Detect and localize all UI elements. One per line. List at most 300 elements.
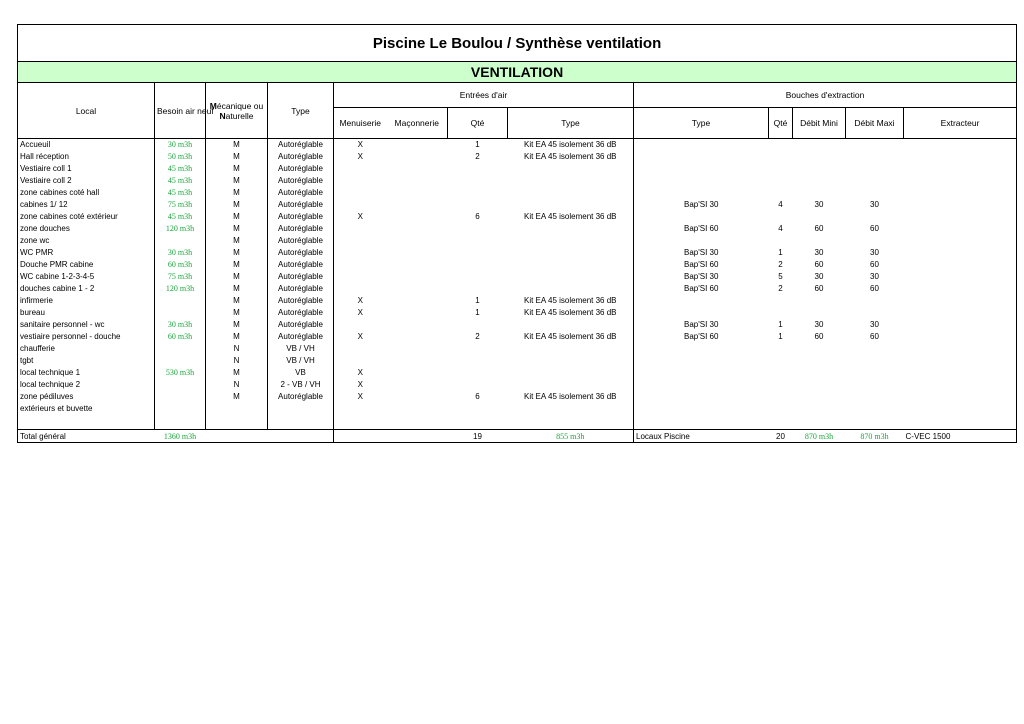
cell-qte-bouche: [769, 391, 793, 403]
cell-type-bouche: [634, 379, 769, 391]
cell-type-entree: [508, 187, 634, 199]
cell-local: Vestiaire coll 1: [18, 163, 155, 175]
cell-menuiserie: [334, 235, 387, 247]
cell-qte-bouche: [769, 175, 793, 187]
cell-debit-mini: 30: [814, 272, 824, 281]
cell-type: Autoréglable: [268, 331, 334, 343]
cell-menuiserie: X: [357, 308, 363, 317]
cell-maconnerie: [387, 259, 448, 271]
cell-besoin: 45 m3h: [155, 175, 206, 187]
table-body: [18, 139, 1017, 416]
total-extracteur: C-VEC 1500: [904, 430, 1017, 443]
cell-type-bouche: [634, 139, 769, 152]
cell-type-entree: [508, 355, 634, 367]
cell-mecanique: [206, 403, 268, 415]
cell-menuiserie: [334, 163, 387, 175]
cell-qte-bouche: [769, 343, 793, 355]
cell-mecanique: M: [206, 295, 268, 307]
cell-extracteur: [904, 391, 1017, 403]
cell-besoin: [155, 295, 206, 307]
table-row: [18, 187, 1017, 199]
cell-debit-maxi: [846, 379, 904, 391]
total-besoin: 1360 m3h: [155, 430, 206, 443]
cell-menuiserie: [334, 175, 387, 187]
cell-type: VB / VH: [268, 343, 334, 355]
cell-type-bouche: [634, 367, 769, 379]
cell-menuiserie: X: [357, 368, 363, 377]
header-debit-mini: Débit Mini: [793, 108, 846, 139]
cell-debit-maxi: [846, 367, 904, 379]
cell-type-entree: [508, 247, 634, 259]
cell-local: WC cabine 1-2-3-4-5: [18, 271, 155, 283]
cell-menuiserie: [334, 271, 387, 283]
cell-mecanique: M: [206, 199, 268, 211]
cell-besoin: [155, 235, 206, 247]
cell-maconnerie: [387, 307, 448, 319]
cell-debit-maxi: 30: [870, 320, 879, 329]
cell-mecanique: M: [206, 211, 268, 223]
cell-mecanique: M: [206, 175, 268, 187]
cell-type: VB: [268, 367, 334, 379]
header-type-bouche: Type: [634, 108, 769, 139]
cell-debit-maxi: 30: [870, 200, 879, 209]
cell-debit-maxi: [846, 307, 904, 319]
cell-qte: 2: [475, 152, 480, 161]
cell-menuiserie: [334, 223, 387, 235]
total-qte-bouche: 20: [769, 430, 793, 443]
cell-qte: [448, 355, 508, 367]
cell-type-entree: [508, 367, 634, 379]
total-debit-entree: 855 m3h: [508, 430, 634, 443]
cell-besoin: 50 m3h: [155, 151, 206, 163]
cell-debit-maxi: [846, 343, 904, 355]
cell-local: zone cabines coté hall: [18, 187, 155, 199]
cell-debit-maxi: [846, 403, 904, 415]
header-maconnerie: Maçonnerie: [387, 108, 448, 139]
cell-debit-mini: [793, 139, 846, 152]
cell-qte: [448, 163, 508, 175]
cell-debit-mini: [793, 403, 846, 415]
cell-type-entree: [508, 175, 634, 187]
cell-type-entree: Kit EA 45 isolement 36 dB: [508, 139, 634, 152]
total-type-bouche: Locaux Piscine: [634, 430, 769, 443]
cell-type-bouche: Bap'SI 30: [684, 200, 719, 209]
cell-debit-mini: [793, 379, 846, 391]
cell-type-entree: Kit EA 45 isolement 36 dB: [508, 307, 634, 319]
table-row: [18, 223, 1017, 235]
cell-debit-mini: [793, 367, 846, 379]
cell-type-entree: [508, 283, 634, 295]
cell-mecanique: M: [206, 187, 268, 199]
cell-mecanique: M: [206, 223, 268, 235]
table-row: [18, 139, 1017, 152]
cell-besoin: 120 m3h: [155, 223, 206, 235]
cell-type-bouche: [634, 295, 769, 307]
cell-besoin: 60 m3h: [155, 259, 206, 271]
cell-local: sanitaire personnel - wc: [18, 319, 155, 331]
cell-debit-maxi: 60: [870, 284, 879, 293]
header-menuiserie: Menuiserie: [334, 108, 387, 139]
header-mecanique: Mécanique ou Naturelle: [206, 83, 268, 139]
cell-besoin: 75 m3h: [155, 199, 206, 211]
cell-qte: [448, 319, 508, 331]
cell-type: Autoréglable: [268, 391, 334, 403]
cell-debit-maxi: [846, 295, 904, 307]
cell-debit-maxi: 60: [870, 224, 879, 233]
cell-mecanique: M: [206, 259, 268, 271]
table-row: [18, 247, 1017, 259]
cell-type: [268, 403, 334, 415]
page-title: Piscine Le Boulou / Synthèse ventilation: [18, 25, 1017, 62]
cell-qte-bouche: [769, 379, 793, 391]
header-qte-bouche: Qté: [769, 108, 793, 139]
cell-type: Autoréglable: [268, 163, 334, 175]
cell-mecanique: N: [206, 379, 268, 391]
cell-type: Autoréglable: [268, 139, 334, 152]
cell-extracteur: [904, 271, 1017, 283]
cell-type-bouche: Bap'SI 60: [684, 260, 719, 269]
cell-menuiserie: [334, 259, 387, 271]
table-row: [18, 319, 1017, 331]
cell-qte: 1: [475, 140, 480, 149]
cell-type-bouche: [634, 175, 769, 187]
cell-besoin: 120 m3h: [155, 283, 206, 295]
table-row: [18, 151, 1017, 163]
ventilation-table: [17, 24, 1017, 443]
cell-qte-bouche: 2: [778, 284, 783, 293]
cell-maconnerie: [387, 283, 448, 295]
cell-debit-mini: [793, 391, 846, 403]
cell-qte: [448, 235, 508, 247]
cell-debit-mini: [793, 295, 846, 307]
cell-menuiserie: [334, 355, 387, 367]
cell-type-entree: Kit EA 45 isolement 36 dB: [508, 331, 634, 343]
cell-besoin: [155, 355, 206, 367]
cell-maconnerie: [387, 379, 448, 391]
cell-maconnerie: [387, 247, 448, 259]
cell-type: Autoréglable: [268, 283, 334, 295]
cell-extracteur: [904, 211, 1017, 223]
cell-type: Autoréglable: [268, 175, 334, 187]
cell-maconnerie: [387, 139, 448, 152]
cell-menuiserie: X: [357, 332, 363, 341]
cell-type-bouche: [634, 307, 769, 319]
cell-besoin: [155, 307, 206, 319]
cell-debit-maxi: [846, 187, 904, 199]
cell-local: zone wc: [18, 235, 155, 247]
cell-maconnerie: [387, 403, 448, 415]
cell-besoin: [155, 403, 206, 415]
cell-type-entree: [508, 379, 634, 391]
cell-qte-bouche: [769, 355, 793, 367]
cell-debit-mini: [793, 187, 846, 199]
cell-mecanique: M: [206, 163, 268, 175]
cell-debit-mini: [793, 355, 846, 367]
cell-maconnerie: [387, 391, 448, 403]
cell-mecanique: M: [206, 139, 268, 152]
cell-type: VB / VH: [268, 355, 334, 367]
cell-type-bouche: [634, 403, 769, 415]
cell-qte-bouche: 4: [778, 200, 783, 209]
header-type: Type: [268, 83, 334, 139]
cell-besoin: [155, 391, 206, 403]
cell-extracteur: [904, 367, 1017, 379]
cell-qte-bouche: [769, 367, 793, 379]
cell-qte: [448, 187, 508, 199]
header-besoin: Besoin air neuf: [155, 83, 206, 139]
cell-qte: [448, 403, 508, 415]
cell-qte-bouche: [769, 163, 793, 175]
cell-debit-maxi: [846, 211, 904, 223]
table-row: [18, 175, 1017, 187]
cell-type: 2 - VB / VH: [268, 379, 334, 391]
cell-local: zone douches: [18, 223, 155, 235]
cell-qte-bouche: [769, 295, 793, 307]
table-row: [18, 271, 1017, 283]
cell-qte-bouche: [769, 235, 793, 247]
cell-type-bouche: Bap'SI 60: [684, 224, 719, 233]
cell-type-bouche: Bap'SI 30: [684, 272, 719, 281]
cell-type-entree: Kit EA 45 isolement 36 dB: [508, 211, 634, 223]
cell-qte-bouche: 1: [778, 332, 783, 341]
cell-local: Accueuil: [18, 139, 155, 152]
cell-debit-mini: [793, 307, 846, 319]
cell-qte-bouche: [769, 211, 793, 223]
cell-local: bureau: [18, 307, 155, 319]
cell-qte-bouche: [769, 151, 793, 163]
cell-qte-bouche: 1: [778, 320, 783, 329]
cell-qte: [448, 379, 508, 391]
cell-qte: 6: [475, 392, 480, 401]
cell-type-bouche: [634, 163, 769, 175]
cell-maconnerie: [387, 331, 448, 343]
cell-qte-bouche: [769, 187, 793, 199]
cell-maconnerie: [387, 211, 448, 223]
total-qte: 19: [448, 430, 508, 443]
cell-type: Autoréglable: [268, 295, 334, 307]
cell-local: Hall réception: [18, 151, 155, 163]
cell-type-entree: [508, 199, 634, 211]
cell-local: infirmerie: [18, 295, 155, 307]
cell-debit-maxi: [846, 151, 904, 163]
cell-qte: [448, 223, 508, 235]
cell-maconnerie: [387, 151, 448, 163]
table-row: [18, 235, 1017, 247]
cell-type-bouche: Bap'SI 60: [684, 284, 719, 293]
cell-type: Autoréglable: [268, 319, 334, 331]
section-header: VENTILATION: [18, 62, 1017, 83]
cell-besoin: 30 m3h: [155, 319, 206, 331]
cell-debit-mini: 30: [814, 320, 824, 329]
header-extracteur: Extracteur: [904, 108, 1017, 139]
table-row: [18, 199, 1017, 211]
cell-extracteur: [904, 247, 1017, 259]
cell-debit-maxi: [846, 235, 904, 247]
cell-type-bouche: [634, 343, 769, 355]
cell-type-bouche: [634, 151, 769, 163]
cell-maconnerie: [387, 175, 448, 187]
cell-besoin: 45 m3h: [155, 163, 206, 175]
cell-debit-maxi: [846, 163, 904, 175]
cell-local: cabines 1/ 12: [18, 199, 155, 211]
cell-mecanique: M: [206, 367, 268, 379]
cell-local: vestiaire personnel - douche: [18, 331, 155, 343]
cell-type: Autoréglable: [268, 271, 334, 283]
cell-type: Autoréglable: [268, 211, 334, 223]
cell-local: chaufferie: [18, 343, 155, 355]
header-qte: Qté: [448, 108, 508, 139]
cell-maconnerie: [387, 295, 448, 307]
cell-extracteur: [904, 355, 1017, 367]
cell-type-entree: Kit EA 45 isolement 36 dB: [508, 295, 634, 307]
cell-type-entree: [508, 223, 634, 235]
table-row: [18, 163, 1017, 175]
cell-type-bouche: [634, 391, 769, 403]
cell-extracteur: [904, 343, 1017, 355]
cell-qte: [448, 199, 508, 211]
cell-maconnerie: [387, 343, 448, 355]
cell-besoin: 45 m3h: [155, 211, 206, 223]
cell-qte: [448, 343, 508, 355]
cell-mecanique: M: [206, 151, 268, 163]
cell-qte-bouche: 1: [778, 248, 783, 257]
cell-debit-maxi: [846, 175, 904, 187]
cell-debit-mini: [793, 343, 846, 355]
cell-maconnerie: [387, 367, 448, 379]
cell-debit-mini: [793, 211, 846, 223]
cell-type-entree: [508, 343, 634, 355]
cell-debit-mini: 60: [814, 284, 824, 293]
cell-maconnerie: [387, 271, 448, 283]
cell-besoin: 60 m3h: [155, 331, 206, 343]
cell-qte-bouche: [769, 307, 793, 319]
cell-type-entree: Kit EA 45 isolement 36 dB: [508, 391, 634, 403]
cell-local: zone cabines coté extérieur: [18, 211, 155, 223]
cell-extracteur: [904, 307, 1017, 319]
cell-debit-mini: [793, 235, 846, 247]
table-row: [18, 307, 1017, 319]
cell-mecanique: M: [206, 331, 268, 343]
cell-type: Autoréglable: [268, 151, 334, 163]
cell-qte: [448, 367, 508, 379]
cell-extracteur: [904, 151, 1017, 163]
cell-local: local technique 2: [18, 379, 155, 391]
cell-qte: [448, 283, 508, 295]
table-row: [18, 259, 1017, 271]
cell-qte: [448, 271, 508, 283]
cell-debit-maxi: [846, 139, 904, 152]
total-debit-mini: 870 m3h: [793, 430, 846, 443]
cell-extracteur: [904, 139, 1017, 152]
cell-mecanique: M: [206, 247, 268, 259]
cell-type-bouche: [634, 235, 769, 247]
cell-type-entree: [508, 259, 634, 271]
cell-extracteur: [904, 331, 1017, 343]
table-row: [18, 367, 1017, 379]
cell-menuiserie: X: [357, 296, 363, 305]
cell-qte: 1: [475, 308, 480, 317]
cell-extracteur: [904, 187, 1017, 199]
table-row: [18, 403, 1017, 415]
cell-extracteur: [904, 283, 1017, 295]
cell-local: douches cabine 1 - 2: [18, 283, 155, 295]
cell-local: Vestiaire coll 2: [18, 175, 155, 187]
cell-besoin: 530 m3h: [155, 367, 206, 379]
cell-type: Autoréglable: [268, 223, 334, 235]
cell-maconnerie: [387, 235, 448, 247]
cell-type: Autoréglable: [268, 247, 334, 259]
cell-debit-mini: [793, 163, 846, 175]
cell-menuiserie: X: [357, 392, 363, 401]
cell-extracteur: [904, 259, 1017, 271]
cell-type-bouche: [634, 355, 769, 367]
cell-qte: [448, 247, 508, 259]
cell-menuiserie: [334, 283, 387, 295]
cell-local: tgbt: [18, 355, 155, 367]
cell-type-bouche: Bap'SI 60: [684, 332, 719, 341]
cell-extracteur: [904, 403, 1017, 415]
cell-maconnerie: [387, 163, 448, 175]
cell-debit-mini: 30: [814, 200, 824, 209]
total-label: Total général: [18, 430, 155, 443]
cell-debit-mini: 60: [814, 260, 824, 269]
cell-qte-bouche: [769, 139, 793, 152]
cell-debit-maxi: [846, 391, 904, 403]
cell-maconnerie: [387, 223, 448, 235]
cell-mecanique: M: [206, 319, 268, 331]
table-row: [18, 355, 1017, 367]
cell-debit-mini: 30: [814, 248, 824, 257]
header-bouches: Bouches d'extraction: [634, 83, 1017, 108]
cell-extracteur: [904, 319, 1017, 331]
cell-debit-maxi: 60: [870, 332, 879, 341]
cell-debit-maxi: 30: [870, 248, 879, 257]
cell-menuiserie: X: [357, 140, 363, 149]
cell-debit-maxi: 60: [870, 260, 879, 269]
cell-debit-mini: [793, 175, 846, 187]
cell-besoin: [155, 343, 206, 355]
cell-qte: 6: [475, 212, 480, 221]
cell-qte: 1: [475, 296, 480, 305]
cell-maconnerie: [387, 319, 448, 331]
cell-besoin: 30 m3h: [155, 247, 206, 259]
table-row: [18, 211, 1017, 223]
table-row: [18, 379, 1017, 391]
cell-type-bouche: Bap'SI 30: [684, 320, 719, 329]
cell-extracteur: [904, 175, 1017, 187]
cell-mecanique: M: [206, 271, 268, 283]
header-entrees: Entrées d'air: [334, 83, 634, 108]
cell-local: Douche PMR cabine: [18, 259, 155, 271]
cell-debit-mini: 60: [814, 224, 824, 233]
total-debit-maxi: 870 m3h: [846, 430, 904, 443]
cell-type-entree: [508, 271, 634, 283]
header-debit-maxi: Débit Maxi: [846, 108, 904, 139]
cell-menuiserie: X: [357, 212, 363, 221]
cell-menuiserie: [334, 247, 387, 259]
cell-menuiserie: [334, 343, 387, 355]
table-row: [18, 331, 1017, 343]
cell-qte-bouche: [769, 403, 793, 415]
cell-type: Autoréglable: [268, 187, 334, 199]
table-row: [18, 295, 1017, 307]
cell-type-bouche: Bap'SI 30: [684, 248, 719, 257]
cell-local: extérieurs et buvette: [18, 403, 155, 415]
cell-type: Autoréglable: [268, 199, 334, 211]
cell-extracteur: [904, 163, 1017, 175]
total-row: [18, 430, 1017, 443]
cell-besoin: 45 m3h: [155, 187, 206, 199]
